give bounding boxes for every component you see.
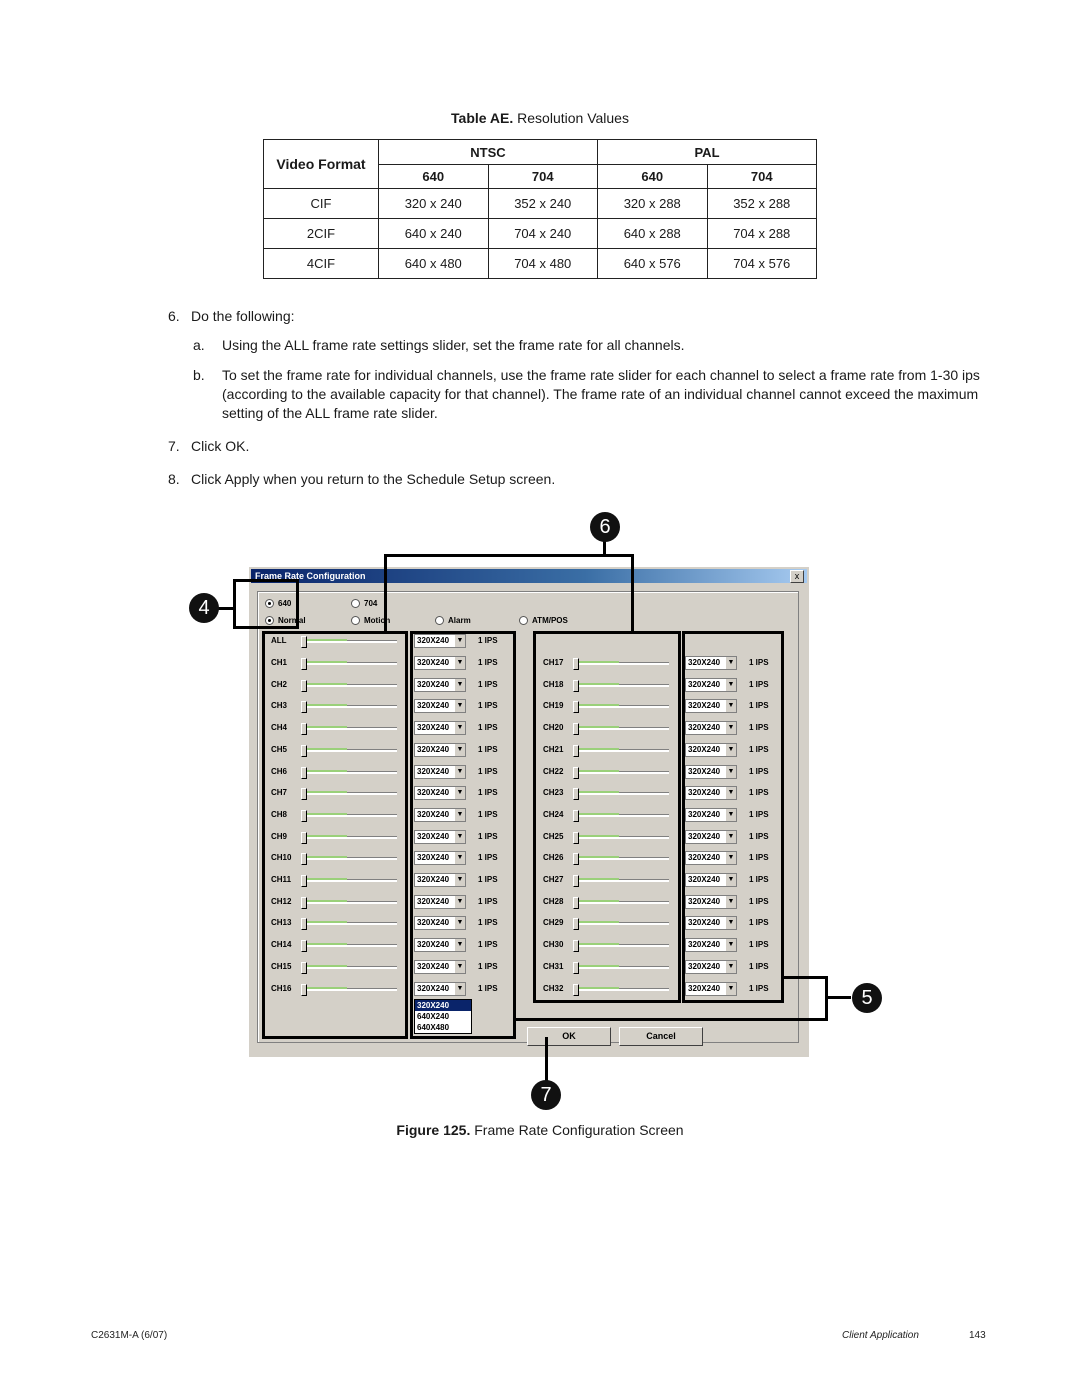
channel-label: CH24 [543,809,564,819]
header-ntsc: NTSC [379,140,598,165]
ips-label: 1 IPS [478,831,498,841]
ips-label: 1 IPS [749,896,769,906]
select-value: 320X240 [688,853,721,863]
ok-button[interactable]: OK [527,1027,611,1046]
channel-label: CH25 [543,831,564,841]
channel-label: CH19 [543,701,564,711]
chevron-down-icon[interactable]: ▼ [726,657,736,669]
channel-label: CH27 [543,875,564,884]
subheader-ntsc-640: 640 [379,165,489,189]
callout-5-badge: 5 [852,983,882,1013]
ips-label: 1 IPS [749,658,769,667]
chevron-down-icon[interactable]: ▼ [726,700,736,712]
chevron-down-icon[interactable]: ▼ [726,939,736,951]
table-cell: 352 x 288 [707,189,817,219]
table-cell: 640 x 576 [598,249,708,279]
table-caption-text: Resolution Values [517,110,629,126]
select-value: 320X240 [688,658,721,667]
table-cell: 704 x 288 [707,219,817,249]
highlight-box-left [262,631,408,1039]
figure-caption [0,1122,1080,1138]
step-6 [168,307,988,326]
channel-label: CH4 [271,723,288,733]
chevron-down-icon[interactable]: ▼ [726,766,736,778]
ips-label: 1 IPS [749,809,769,819]
table-cell: 704 x 576 [707,249,817,279]
callout-7-leader [545,1037,548,1082]
select-value: 320X240 [417,766,450,776]
select-value: 320X240 [417,744,450,754]
channel-label: CH32 [543,983,564,993]
ips-label: 1 IPS [478,701,498,711]
header-video-format: Video Format [264,140,379,189]
select-value: 320X240 [417,918,450,928]
channel-label: CH17 [543,658,564,667]
select-value: 320X240 [417,961,450,971]
ips-label: 1 IPS [749,679,769,689]
chevron-down-icon[interactable]: ▼ [455,700,465,712]
channel-label: CH23 [543,788,564,798]
channel-label: CH16 [271,983,292,993]
chevron-down-icon[interactable]: ▼ [455,635,465,647]
table-cell: 640 x 288 [598,219,708,249]
chevron-down-icon[interactable]: ▼ [726,961,736,973]
table-row [264,189,817,219]
select-value: 320X240 [688,896,721,906]
dialog-title: Frame Rate Configuration [255,571,366,581]
subheader-pal-704: 704 [707,165,817,189]
ips-label: 1 IPS [478,896,498,906]
callout-4-bracket [233,579,299,629]
ips-label: 1 IPS [478,961,498,971]
ips-label: 1 IPS [749,940,769,950]
select-value: 320X240 [417,723,450,733]
ips-label: 1 IPS [749,961,769,971]
step-7 [168,437,988,456]
row-label: 4CIF [264,249,379,279]
radio-label: Alarm [448,616,471,625]
table-cell: 704 x 240 [488,219,598,249]
channel-label: CH5 [271,744,288,754]
channel-label: CH12 [271,896,292,906]
channel-label: CH28 [543,896,564,906]
chevron-down-icon[interactable]: ▼ [455,722,465,734]
channel-label: CH8 [271,809,288,819]
select-value: 320X240 [417,658,450,667]
table-cell: 640 x 240 [379,219,489,249]
select-value: 320X240 [417,831,450,841]
radio-icon [351,616,360,625]
select-value: 320X240 [688,809,721,819]
select-value: 320X240 [417,940,450,950]
channel-label: CH29 [543,918,564,928]
ips-label: 1 IPS [749,918,769,928]
channel-label: CH1 [271,658,288,667]
step-number: 6. [168,308,180,324]
select-value: 320X240 [417,809,450,819]
chevron-down-icon[interactable]: ▼ [455,961,465,973]
chevron-down-icon[interactable]: ▼ [455,787,465,799]
figure-label: Figure 125. [396,1122,471,1138]
resolution-table [263,139,817,279]
channel-label: CH30 [543,940,564,950]
table-row [264,219,817,249]
ips-label: 1 IPS [749,831,769,841]
highlight-box-res-left [410,631,516,1039]
ips-label: 1 IPS [749,875,769,884]
channel-label: CH2 [271,679,288,689]
step-text: Do the following: [191,308,295,324]
channel-label: CH18 [543,679,564,689]
select-value: 320X240 [417,853,450,863]
ips-label: 1 IPS [478,983,498,993]
highlight-box-res-right [682,631,784,1003]
radio-label: Normal [278,616,306,625]
channel-label: CH3 [271,701,288,711]
table-cell: 640 x 480 [379,249,489,279]
select-value: 320X240 [417,983,450,993]
callout-4-badge: 4 [189,593,219,623]
select-value: 320X240 [688,940,721,950]
table-cell: 352 x 240 [488,189,598,219]
step-number: b. [193,367,205,383]
chevron-down-icon[interactable]: ▼ [726,983,736,995]
step-8 [168,470,988,489]
select-value: 320X240 [688,744,721,754]
ips-label: 1 IPS [749,723,769,733]
ips-label: 1 IPS [478,679,498,689]
chevron-down-icon[interactable]: ▼ [726,917,736,929]
ips-label: 1 IPS [749,766,769,776]
select-value: 320X240 [417,636,450,645]
step-number: 8. [168,471,180,487]
chevron-down-icon[interactable]: ▼ [455,983,465,995]
chevron-down-icon[interactable]: ▼ [455,679,465,691]
select-value: 320X240 [417,875,450,884]
chevron-down-icon[interactable]: ▼ [455,809,465,821]
table-caption-label: Table AE. [451,110,514,126]
select-value: 320X240 [688,679,721,689]
select-value: 320X240 [417,896,450,906]
subheader-pal-640: 640 [598,165,708,189]
channel-label: CH15 [271,961,292,971]
select-value: 320X240 [688,723,721,733]
highlight-box-right [533,631,681,1003]
chevron-down-icon[interactable]: ▼ [455,766,465,778]
chevron-down-icon[interactable]: ▼ [455,744,465,756]
channel-label: CH21 [543,744,564,754]
channel-label: CH6 [271,766,288,776]
channel-label: CH31 [543,961,564,971]
ips-label: 1 IPS [749,983,769,993]
callout-7-badge: 7 [531,1080,561,1110]
ips-label: 1 IPS [478,788,498,798]
header-pal: PAL [598,140,817,165]
channel-label: CH14 [271,940,292,950]
ips-label: 1 IPS [478,744,498,754]
callout-5-line [514,1018,828,1021]
callout-5-bracket [784,976,828,1021]
chevron-down-icon[interactable]: ▼ [455,896,465,908]
chevron-down-icon[interactable]: ▼ [455,874,465,886]
table-row [264,249,817,279]
chevron-down-icon[interactable]: ▼ [455,657,465,669]
radio-label: Motion [364,616,391,625]
step-a [193,336,993,355]
radio-label: 704 [364,599,378,608]
channel-label: CH20 [543,723,564,733]
channel-label: ALL [271,636,287,645]
figure-text: Frame Rate Configuration Screen [474,1122,684,1138]
chevron-down-icon[interactable]: ▼ [455,939,465,951]
select-value: 320X240 [688,701,721,711]
chevron-down-icon[interactable]: ▼ [455,917,465,929]
step-number: a. [193,337,205,353]
ips-label: 1 IPS [478,723,498,733]
channel-label: CH13 [271,918,292,928]
ips-label: 1 IPS [749,744,769,754]
channel-label: CH11 [271,875,292,884]
step-number: 7. [168,438,180,454]
ips-label: 1 IPS [478,875,498,884]
chevron-down-icon[interactable]: ▼ [726,679,736,691]
ips-label: 1 IPS [478,766,498,776]
footer-page-number: 143 [969,1330,986,1341]
row-label: CIF [264,189,379,219]
select-value: 320X240 [688,788,721,798]
ips-label: 1 IPS [478,809,498,819]
footer-doc-id: C2631M-A (6/07) [91,1330,168,1341]
ips-label: 1 IPS [749,701,769,711]
select-value: 320X240 [688,918,721,928]
chevron-down-icon[interactable]: ▼ [455,852,465,864]
channel-label: CH7 [271,788,288,798]
radio-label: ATM/POS [532,616,568,625]
radio-704[interactable] [351,599,377,608]
ips-label: 1 IPS [478,918,498,928]
callout-4-leader [218,607,235,610]
select-value: 320X240 [417,788,450,798]
callout-5-leader [827,996,851,999]
radio-icon [351,599,360,608]
step-text: To set the frame rate for individual channels, use the frame rate slider for each channel to select a frame rate from 1-30 ips (according to the available capacity for that channel). The frame rate of an individual channel cannot exceed the maximum setting of the ALL frame rate slider. [222,367,980,421]
callout-6-badge: 6 [590,512,620,542]
chevron-down-icon[interactable]: ▼ [726,787,736,799]
dropdown-option[interactable]: 640X480 [417,1023,450,1032]
chevron-down-icon[interactable]: ▼ [726,852,736,864]
chevron-down-icon[interactable]: ▼ [455,831,465,843]
select-value: 320X240 [417,701,450,711]
chevron-down-icon[interactable]: ▼ [726,831,736,843]
step-text: Using the ALL frame rate settings slider, set the frame rate for all channels. [222,337,685,353]
chevron-down-icon[interactable]: ▼ [726,722,736,734]
ips-label: 1 IPS [749,853,769,863]
select-value: 320X240 [417,679,450,689]
cancel-button[interactable]: Cancel [619,1027,703,1046]
channel-label: CH26 [543,853,564,863]
row-label: 2CIF [264,219,379,249]
footer-section: Client Application [842,1330,919,1341]
chevron-down-icon[interactable]: ▼ [726,809,736,821]
ips-label: 1 IPS [478,658,498,667]
select-value: 320X240 [688,831,721,841]
select-value: 320X240 [688,875,721,884]
select-value: 320X240 [688,766,721,776]
table-caption [0,110,1080,126]
channel-label: CH9 [271,831,288,841]
table-cell: 320 x 240 [379,189,489,219]
callout-6-bracket [384,554,634,632]
channel-label: CH10 [271,853,292,863]
ips-label: 1 IPS [749,788,769,798]
ips-label: 1 IPS [478,636,498,645]
table-cell: 704 x 480 [488,249,598,279]
step-text: Click Apply when you return to the Schedule Setup screen. [191,471,556,487]
chevron-down-icon[interactable]: ▼ [726,874,736,886]
dropdown-option[interactable]: 320X240 [415,1000,471,1011]
channel-label: CH22 [543,766,564,776]
dropdown-option[interactable]: 640X240 [417,1012,450,1021]
step-text: Click OK. [191,438,250,454]
radio-label: 640 [278,599,292,608]
ips-label: 1 IPS [478,940,498,950]
callout-6-leader [603,540,606,556]
table-cell: 320 x 288 [598,189,708,219]
chevron-down-icon[interactable]: ▼ [726,896,736,908]
ips-label: 1 IPS [478,853,498,863]
chevron-down-icon[interactable]: ▼ [726,744,736,756]
subheader-ntsc-704: 704 [488,165,598,189]
close-button[interactable]: x [790,570,804,583]
step-b [193,366,985,423]
select-value: 320X240 [688,983,721,993]
select-value: 320X240 [688,961,721,971]
